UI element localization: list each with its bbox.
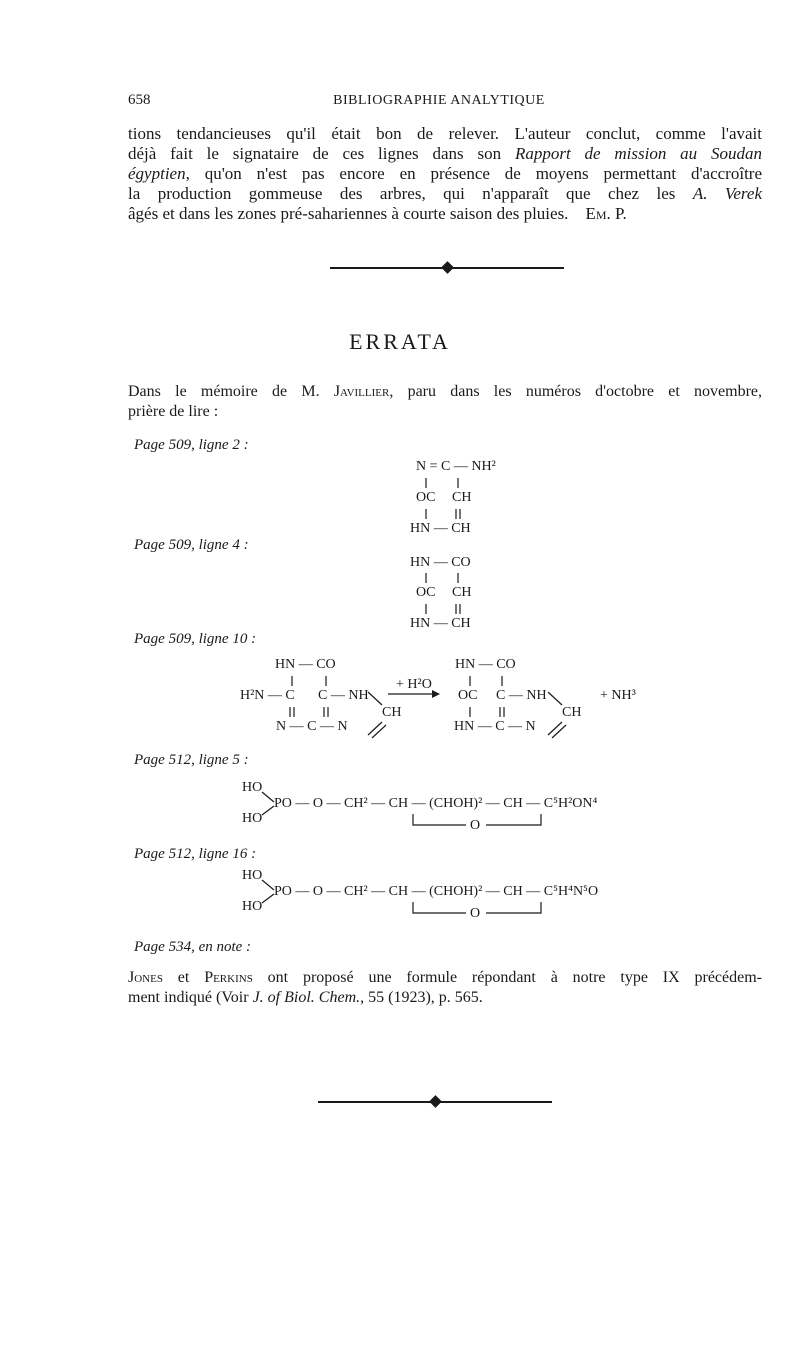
formula-2 [410,555,471,631]
errata-intro-text: Dans le mémoire de M. [128,383,334,400]
formula-4-ring-oxygen: O [470,818,481,833]
separator-bottom [318,1092,552,1112]
intro-line-4-text: la production gommeuse des arbres, qui n'apparaît que chez les [128,184,693,203]
formula-3-left-bot: N — C — N [276,719,348,734]
signature: Em. P. [585,204,627,223]
errata-intro-line-2: prière de lire : [128,403,219,420]
formula-3-left-mid-a: H²N — C [240,688,295,703]
formula-3-bond [372,725,386,738]
formula-4-chain: PO — O — CH² — CH — (CHOH)² — CH — C⁵H²ON⁴ [274,796,598,811]
formula-3-right-bot: HN — C — N [454,719,536,734]
formula-3-left-ch: CH [382,705,402,720]
report-title-end: égyptien [128,164,186,183]
formula-3-left-top: HN — CO [275,657,336,672]
erratum-ref-6: Page 534, en note : [134,939,252,955]
formula-3-right-mid-b: C — NH [496,688,547,703]
erratum-ref-3: Page 509, ligne 10 : [134,631,257,647]
footnote-text-and: et [162,969,205,986]
formula-1-row-1: N = C — NH² [416,459,496,474]
formula-3-right-top: HN — CO [455,657,516,672]
formula-4-ho-bottom: HO [242,811,263,826]
formula-3-left-mid-b: C — NH [318,688,369,703]
erratum-ref-1: Page 509, ligne 2 : [134,437,249,453]
page-number: 658 [128,92,151,108]
formula-3-bond [368,692,382,705]
formula-3-right-ch: CH [562,705,582,720]
formula-5 [242,868,598,921]
formula-1-row-2-right: CH [452,490,472,505]
errata-title: ERRATA [349,329,451,354]
formula-3-bond [548,692,562,705]
formula-4-bond [262,792,274,802]
formula-5-chain: PO — O — CH² — CH — (CHOH)² — CH — C⁵H⁴N⁵O [274,884,599,899]
erratum-ref-4: Page 512, ligne 5 : [134,752,249,768]
formula-3 [240,657,636,738]
footnote-text-1: ont proposé une formule répondant à notre type IX précédem- [252,969,762,986]
formula-5-bond [262,880,274,890]
footnote-text-2: ment indiqué (Voir [128,989,253,1006]
footnote-line-1 [128,968,762,988]
footnote-line-2 [128,988,762,1008]
formula-3-right-mid-a: OC [458,688,478,703]
formula-5-ho-bottom: HO [242,899,263,914]
formula-3-bond [548,722,562,735]
formula-5-ho-top: HO [242,868,263,883]
formula-1-row-2-left: OC [416,490,436,505]
formula-2-row-2-left: OC [416,585,436,600]
formula-1-row-3: HN — CH [410,521,471,536]
formula-2-row-2-right: CH [452,585,472,600]
footnote-paragraph [128,968,762,1008]
formula-3-product: + NH³ [600,688,636,703]
formula-1 [410,459,496,536]
erratum-ref-2: Page 509, ligne 4 : [134,537,249,553]
report-title: Rapport de mission au Soudan [514,144,762,163]
formula-5-ring-oxygen: O [470,906,481,921]
formula-2-row-3: HN — CH [410,616,471,631]
footnote-text-3: , 55 (1923), p. 565. [360,989,483,1006]
reaction-arrow-label: + H²O [396,677,432,692]
formula-2-row-1: HN — CO [410,555,471,570]
diamond-icon [429,1095,442,1108]
formula-4 [242,780,597,833]
formula-5-bond [262,894,274,903]
species-name: A. Verek [692,184,762,203]
running-title: BIBLIOGRAPHIE ANALYTIQUE [333,93,545,108]
formula-4-bond [262,806,274,815]
intro-line-2-text: déjà fait le signataire de ces lignes dans son [128,144,515,163]
formula-3-bond [552,725,566,738]
intro-line-3-text: , qu'on n'est pas encore en présence de moyens permettant d'accroître [185,164,762,183]
erratum-ref-5: Page 512, ligne 16 : [134,846,257,862]
formula-3-bond [368,722,382,735]
arrow-head-icon [432,690,440,698]
author-perkins: Perkins [204,969,253,986]
intro-line-1: tions tendancieuses qu'il était bon de relever. L'auteur conclut, comme l'avait [128,124,762,143]
journal-name: J. of Biol. Chem. [252,989,361,1006]
formula-4-ho-top: HO [242,780,263,795]
author-name: Javillier [333,383,390,400]
errata-intro-text-2: , paru dans les numéros d'octobre et novembre, [389,383,763,400]
intro-line-5-text: âgés et dans les zones pré-sahariennes à courte saison des pluies. [128,204,569,223]
author-jones: Jones [128,969,163,986]
